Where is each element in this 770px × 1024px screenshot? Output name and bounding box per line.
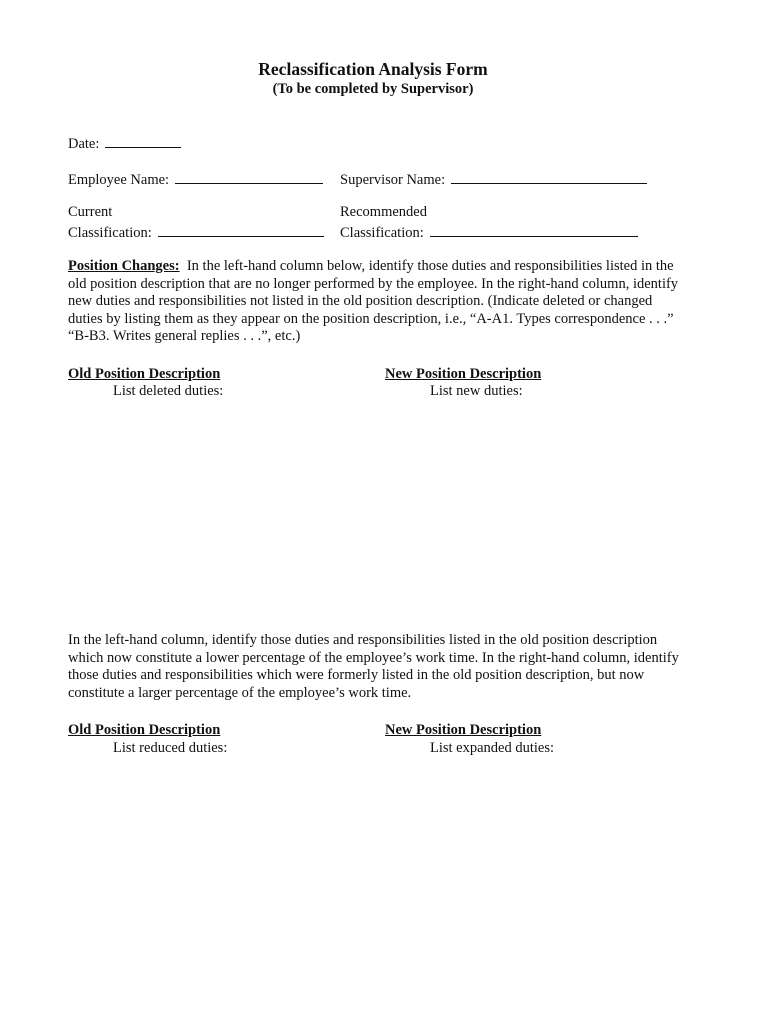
percentage-paragraph: In the left-hand column, identify those duties and responsibilities listed in the old position description which now constitute a lower percentage of the employee’s work time. In the right-hand column, identify those duties and responsibilities which were formerly listed in the old position description, but now constitute a larger percentage of the employee’s work time. bbox=[68, 632, 679, 701]
new-position-heading-2: New Position Description bbox=[385, 722, 542, 738]
list-deleted-duties-label: List deleted duties: bbox=[113, 383, 224, 399]
current-classification-row bbox=[68, 222, 324, 242]
employee-name-label: Employee Name: bbox=[68, 172, 170, 188]
employee-name-row bbox=[68, 169, 323, 189]
recommended-classification-label: Classification: bbox=[340, 225, 424, 241]
date-row bbox=[68, 133, 181, 153]
position-changes-paragraph bbox=[68, 258, 680, 346]
current-label-line1: Current bbox=[68, 204, 113, 220]
list-new-duties-label: List new duties: bbox=[430, 383, 523, 399]
recommended-classification-field[interactable] bbox=[430, 222, 638, 237]
employee-name-field[interactable] bbox=[175, 169, 323, 184]
recommended-label-line1: Recommended bbox=[340, 204, 427, 220]
form-subtitle: (To be completed by Supervisor) bbox=[272, 81, 474, 97]
date-field[interactable] bbox=[105, 133, 181, 148]
expanded-duties-area[interactable] bbox=[385, 762, 685, 992]
current-classification-field[interactable] bbox=[158, 222, 324, 237]
current-classification-label: Classification: bbox=[68, 225, 152, 241]
old-position-heading-2: Old Position Description bbox=[68, 722, 221, 738]
position-changes-label: Position Changes: bbox=[68, 258, 180, 274]
position-changes-text: In the left-hand column below, identify those duties and responsibilities listed in the old position description that are no longer performed by the employee. In the right-hand column, identify new duties and responsibilities not listed in the old position description. (Indicate deleted or changed duties by listing them as they appear on the position description, i.e., “A-A1. Types correspondence . . .” “B-B3. Writes general replies . . .”, etc.) bbox=[68, 258, 679, 345]
list-expanded-duties-label: List expanded duties: bbox=[430, 740, 555, 756]
supervisor-name-field[interactable] bbox=[451, 169, 647, 184]
form-title: Reclassification Analysis Form bbox=[258, 59, 488, 79]
deleted-duties-area[interactable] bbox=[68, 405, 368, 625]
supervisor-name-label: Supervisor Name: bbox=[340, 172, 446, 188]
reduced-duties-area[interactable] bbox=[68, 762, 368, 992]
supervisor-name-row bbox=[340, 169, 647, 189]
new-duties-area[interactable] bbox=[385, 405, 685, 625]
list-reduced-duties-label: List reduced duties: bbox=[113, 740, 228, 756]
old-position-heading-1: Old Position Description bbox=[68, 366, 221, 382]
date-label: Date: bbox=[68, 136, 100, 152]
recommended-classification-row bbox=[340, 222, 638, 242]
new-position-heading-1: New Position Description bbox=[385, 366, 542, 382]
